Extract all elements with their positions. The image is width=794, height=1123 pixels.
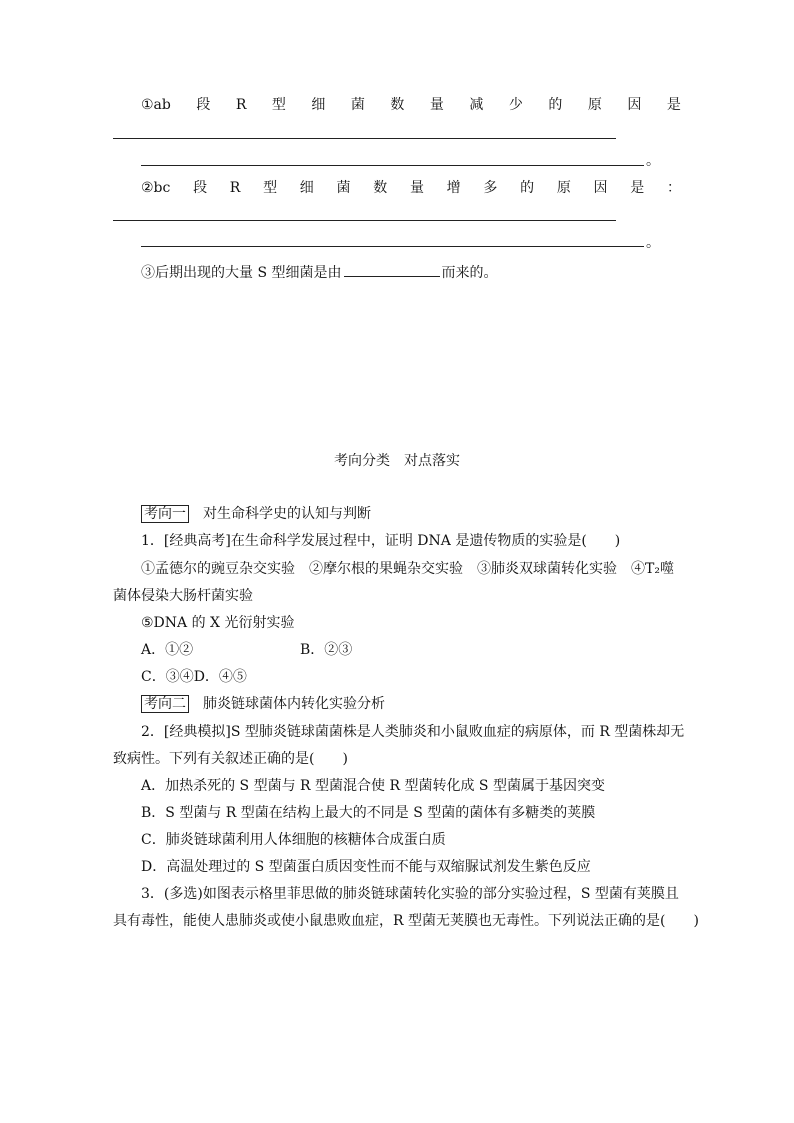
token: 菌 bbox=[336, 180, 351, 196]
question-2-option-a: A．加热杀死的 S 型菌与 R 型菌混合使 R 型菌转化成 S 型菌属于基因突变 bbox=[141, 778, 605, 794]
question-bc-line bbox=[141, 179, 681, 197]
token: 是 bbox=[630, 180, 645, 196]
token: 细 bbox=[311, 97, 326, 113]
fill-in-blank bbox=[344, 262, 440, 277]
question-1-stem: 1．[经典高考]在生命科学发展过程中，证明 DNA 是遗传物质的实验是( ) bbox=[141, 533, 621, 549]
question-1-options-line: 菌体侵染大肠杆菌实验 bbox=[113, 588, 253, 604]
token: 段 bbox=[193, 180, 208, 196]
token: 的 bbox=[520, 180, 535, 196]
topic-title: 对生命科学史的认知与判断 bbox=[203, 506, 371, 522]
token: 细 bbox=[299, 180, 314, 196]
question-ab-line bbox=[141, 96, 681, 114]
question-2-option-c: C．肺炎链球菌利用人体细胞的核糖体合成蛋白质 bbox=[141, 832, 446, 848]
token: 原 bbox=[587, 97, 602, 113]
choice-b: B．②③ bbox=[300, 642, 353, 658]
token: 型 bbox=[263, 180, 278, 196]
answer-blank-line bbox=[113, 220, 616, 221]
topic-tag: 考向二 bbox=[141, 695, 189, 713]
answer-blank-line bbox=[141, 165, 644, 166]
answer-blank-line bbox=[141, 246, 644, 247]
answer-blank-line bbox=[113, 138, 616, 139]
token: 数 bbox=[373, 180, 388, 196]
token: ①ab bbox=[141, 97, 171, 113]
question-1-options-line: ⑤DNA 的 X 光衍射实验 bbox=[141, 615, 295, 631]
token: 多 bbox=[483, 180, 498, 196]
token: 数 bbox=[390, 97, 405, 113]
token: 因 bbox=[627, 97, 642, 113]
question-3-pre: ③后期出现的大量 S 型细菌是由 bbox=[141, 265, 342, 281]
token: 量 bbox=[429, 97, 444, 113]
choice-c-d: C．③④D．④⑤ bbox=[141, 669, 247, 685]
token: 增 bbox=[446, 180, 461, 196]
token: ②bc bbox=[141, 180, 171, 196]
token: 减 bbox=[469, 97, 484, 113]
topic-tag: 考向一 bbox=[141, 505, 189, 523]
question-2-stem: 致病性。下列有关叙述正确的是( ) bbox=[113, 751, 348, 767]
period-mark: 。 bbox=[646, 153, 660, 169]
token: 的 bbox=[548, 97, 563, 113]
topic-title: 肺炎链球菌体内转化实验分析 bbox=[203, 696, 385, 712]
token: R bbox=[235, 97, 247, 113]
question-3-fill-in bbox=[141, 262, 498, 282]
topic-2-heading bbox=[141, 695, 385, 713]
choice-a: A．①② bbox=[141, 642, 194, 658]
token: R bbox=[229, 180, 241, 196]
period-mark: 。 bbox=[646, 235, 660, 251]
topic-1-heading bbox=[141, 505, 371, 523]
token: 少 bbox=[508, 97, 523, 113]
token: 菌 bbox=[350, 97, 365, 113]
token: 原 bbox=[556, 180, 571, 196]
question-3-stem: 3．(多选)如图表示格里菲思做的肺炎链球菌转化实验的部分实验过程，S 型菌有荚膜且 bbox=[141, 886, 679, 902]
section-title: 考向分类 对点落实 bbox=[334, 453, 460, 469]
question-1-options-line: ①孟德尔的豌豆杂交实验 ②摩尔根的果蝇杂交实验 ③肺炎双球菌转化实验 ④T₂噬 bbox=[141, 561, 674, 577]
question-2-option-d: D．高温处理过的 S 型菌蛋白质因变性而不能与双缩脲试剂发生紫色反应 bbox=[141, 859, 591, 875]
question-3-post: 而来的。 bbox=[441, 265, 498, 281]
token: 型 bbox=[271, 97, 286, 113]
token: 量 bbox=[409, 180, 424, 196]
question-2-stem: 2．[经典模拟]S 型肺炎链球菌菌株是人类肺炎和小鼠败血症的病原体，而 R 型菌株却无 bbox=[141, 724, 685, 740]
question-3-stem: 具有毒性，能使人患肺炎或使小鼠患败血症，R 型菌无荚膜也无毒性。下列说法正确的是( ) bbox=[113, 913, 699, 929]
token: ： bbox=[666, 180, 681, 196]
token: 因 bbox=[593, 180, 608, 196]
question-2-option-b: B．S 型菌与 R 型菌在结构上最大的不同是 S 型菌的菌体有多糖类的荚膜 bbox=[141, 805, 596, 821]
token: 是 bbox=[666, 97, 681, 113]
token: 段 bbox=[196, 97, 211, 113]
